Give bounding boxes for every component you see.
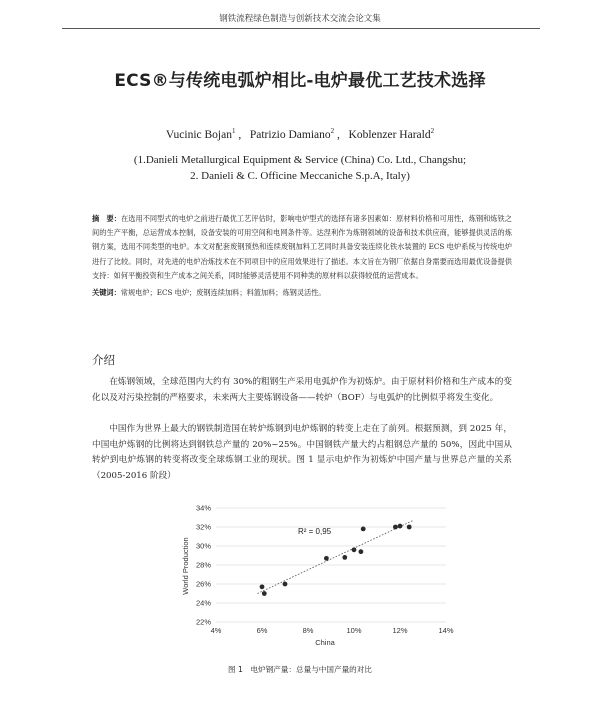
paper-title: ECS®与传统电弧炉相比-电炉最优工艺技术选择 [114, 71, 486, 91]
chart-annotation: R² = 0,95 [298, 527, 332, 536]
chart-point [342, 555, 347, 560]
author-separator: , [235, 128, 242, 141]
affiliations [0, 152, 600, 184]
chart-ytick-label: 22% [195, 617, 211, 627]
author-separator: , [334, 128, 340, 141]
section-heading: 介绍 [92, 353, 115, 367]
chart-ytick-label: 30% [195, 541, 211, 551]
chart-point [324, 556, 329, 561]
author-affil-mark: 2 [430, 127, 435, 135]
chart-point [352, 547, 357, 552]
author-affil-mark: 1 [231, 127, 236, 135]
keywords-text: 常规电炉；ECS 电炉；废钢连续加料；料篮加料；炼钢灵活性。 [120, 288, 326, 297]
figure-caption: 图 1 电炉钢产量：总量与中国产量的对比 [228, 665, 372, 674]
chart-point [283, 582, 288, 587]
running-header: 钢铁流程绿色制造与创新技术交流会论文集 [219, 14, 381, 24]
chart-xtick-label: 10% [346, 626, 362, 635]
chart-point [398, 524, 403, 529]
chart-trendline [257, 520, 413, 593]
abstract-text: 在选用不同型式的电炉之前进行最优工艺评估时，影响电炉型式的选择有诸多因素如：原材料价格和可用性，炼钢和炼铁之间的生产平衡，总运营成本控制，设备安装的可用空间和电网条件等。达涅利作为炼钢领域的设备和技术供应商，能够提供灵活的炼钢方案，选用不同类型的电炉。本文对配套废钢预热和连续废钢加料工艺同时具备安装连续化铁水装置的 ECS 电炉系统与传统电炉进行了比较。同时，对先进的电炉冶炼技术在不同项目中的应用效果进行了描述。本文旨在为钢厂依据自身需要而选用最优设备提供支持：如何平衡投资和生产成本之间关系，同时能够灵活使用不同种类的原材料以获得较低的运营成本。 [92, 214, 512, 280]
author-name: Vucinic Bojan [165, 128, 232, 141]
affiliation-line: 2. Danieli & C. Officine Meccaniche S.p.A, Italy) [190, 170, 410, 182]
author-affil-mark: 2 [330, 127, 335, 135]
abstract-label: 摘 要： [92, 214, 121, 223]
intro-paragraph: 中国作为世界上最大的钢铁制造国在转炉炼钢到电炉炼钢的转变上走在了前列。根据预测，到 2025 年，中国电炉炼钢的比例将达到钢铁总产量的 20%~25%。中国钢铁产量大约占粗钢总产量的 50%，因此中国从转炉到电炉炼钢的转变将改变全球炼钢工业的现状。图 1 显示电炉作为初炼炉中国产量与世界总产量的关系（2005-2016 阶段） [92, 424, 512, 481]
chart-xtick-label: 8% [302, 626, 314, 635]
chart-ylabel: World Production [181, 537, 190, 595]
abstract [92, 212, 512, 283]
chart-ytick-label: 24% [195, 598, 211, 608]
chart-ytick-label: 28% [195, 560, 211, 570]
chart-point [262, 591, 267, 596]
keywords [92, 286, 512, 300]
chart-ytick-label: 34% [195, 503, 211, 513]
intro-paragraph: 在炼钢领域，全球范围内大约有 30%的粗钢生产采用电弧炉作为初炼炉。由于原材料价格和生产成本的变化以及对污染控制的严格要求，未来两大主要炼钢设备——转炉（BOF）与电弧炉的比例似乎将发生变化。 [92, 377, 512, 403]
chart-xlabel: China [315, 638, 335, 647]
author-name: Patrizio Damiano [249, 128, 331, 141]
chart-xtick-label: 4% [210, 626, 222, 635]
chart-xtick-label: 6% [256, 626, 268, 635]
chart-point [393, 525, 398, 530]
chart-ytick-label: 32% [195, 522, 211, 532]
author-name: Koblenzer Harald [348, 128, 431, 141]
chart-point [260, 584, 265, 589]
affiliation-line: (1.Danieli Metallurgical Equipment & Service (China) Co. Ltd., Changshu; [133, 154, 467, 166]
chart-xtick-label: 12% [392, 626, 408, 635]
chart-xtick-label: 14% [438, 626, 454, 635]
author-list [0, 127, 600, 141]
chart-point [407, 525, 412, 530]
chart-point [361, 527, 366, 532]
chart-point [359, 549, 364, 554]
header-rule [62, 28, 540, 29]
keywords-label: 关键词： [92, 288, 121, 297]
chart-ytick-label: 26% [195, 579, 211, 589]
scatter-chart [178, 498, 468, 648]
